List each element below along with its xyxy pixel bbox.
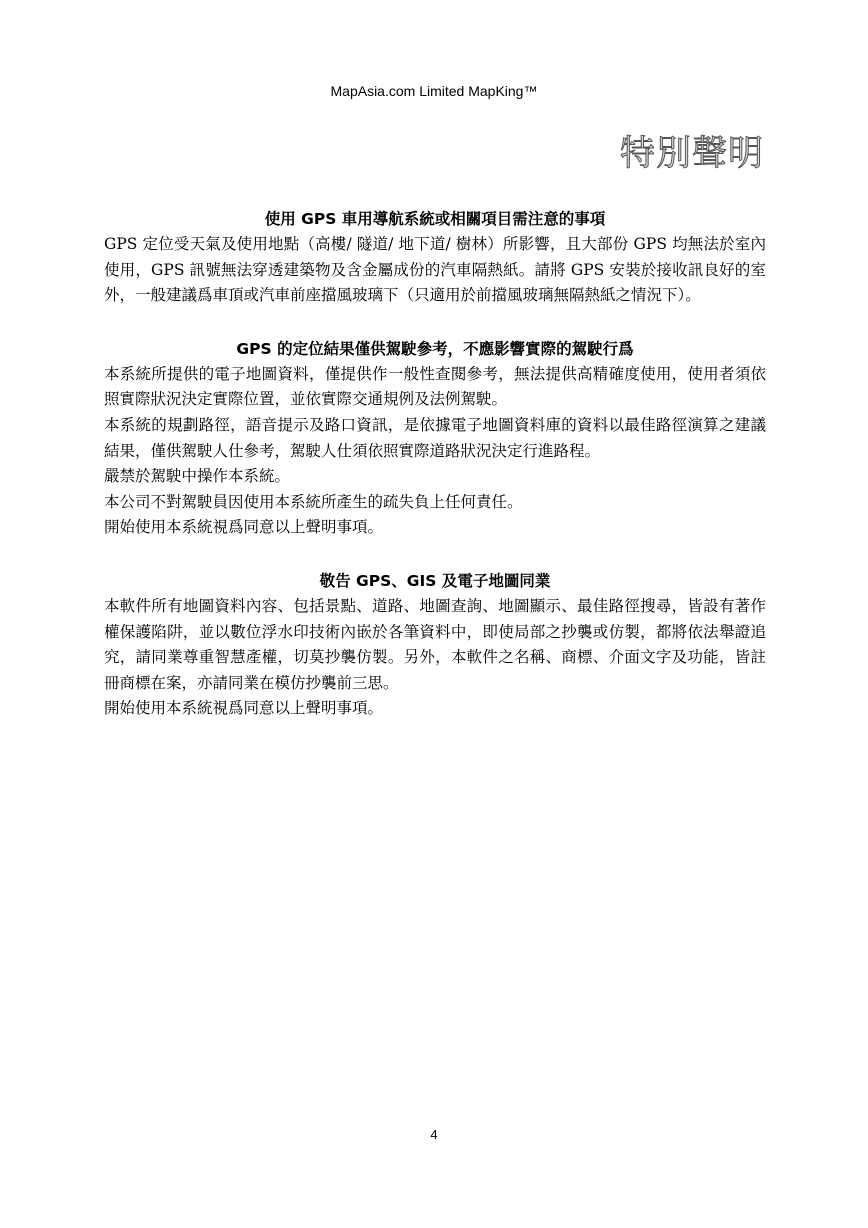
page-number: 4 <box>430 1127 438 1142</box>
paragraph: 本公司不對駕駛員因使用本系統所產生的疏失負上任何責任。 <box>104 492 523 511</box>
section-heading: 使用 GPS 車用導航系統或相關項目需注意的事項 <box>264 210 606 228</box>
section-heading: 敬告 GPS、GIS 及電子地圖同業 <box>319 571 551 590</box>
section-driving-reference <box>104 336 766 541</box>
page-title: 特別聲明 <box>619 134 764 174</box>
paragraph: GPS 定位受天氣及使用地點（高樓/ 隧道/ 地下道/ 樹林）所影響，且大部份 GPS 均無法於室內使用，GPS 訊號無法穿透建築物及含金屬成份的汽車隔熱紙。請將 GPS 安裝於接收訊良好的室外，一般建議爲車頂或汽車前座擋風玻璃下（只適用於前擋風玻璃無隔熱紙之情況下）。 <box>104 235 766 305</box>
paragraph: 開始使用本系統視爲同意以上聲明事項。 <box>104 518 384 537</box>
paragraph: 本系統所提供的電子地圖資料，僅提供作一般性查閱參考，無法提供高精確度使用，使用者須依照實際狀況決定實際位置，並依實際交通規例及法例駕駛。 <box>104 364 766 409</box>
section-gps-usage-notes <box>104 206 766 309</box>
paragraph: 本軟件所有地圖資料內容、包括景點、道路、地圖查詢、地圖顯示、最佳路徑搜尋，皆設有著作權保護陷阱，並以數位浮水印技術內嵌於各筆資料中，即使局部之抄襲或仿製，都將依法舉證追究，請同業尊重智慧產權，切莫抄襲仿製。另外，本軟件之名稱、商標、介面文字及功能，皆註冊商標在案，亦請同業在模仿抄襲前三思。 <box>104 596 766 692</box>
running-header: MapAsia.com Limited MapKing™ <box>330 83 538 99</box>
paragraph: 嚴禁於駕駛中操作本系統。 <box>104 467 291 486</box>
paragraph: 本系統的規劃路徑，語音提示及路口資訊，是依據電子地圖資料庫的資料以最佳路徑演算之建議結果，僅供駕駛人仕參考，駕駛人仕須依照實際道路狀況決定行進路程。 <box>104 415 766 460</box>
section-industry-notice <box>104 568 766 722</box>
main-content <box>104 206 766 749</box>
paragraph: 開始使用本系統視爲同意以上聲明事項。 <box>104 699 384 718</box>
section-heading: GPS 的定位結果僅供駕駛參考，不應影響實際的駕駛行爲 <box>236 339 634 358</box>
